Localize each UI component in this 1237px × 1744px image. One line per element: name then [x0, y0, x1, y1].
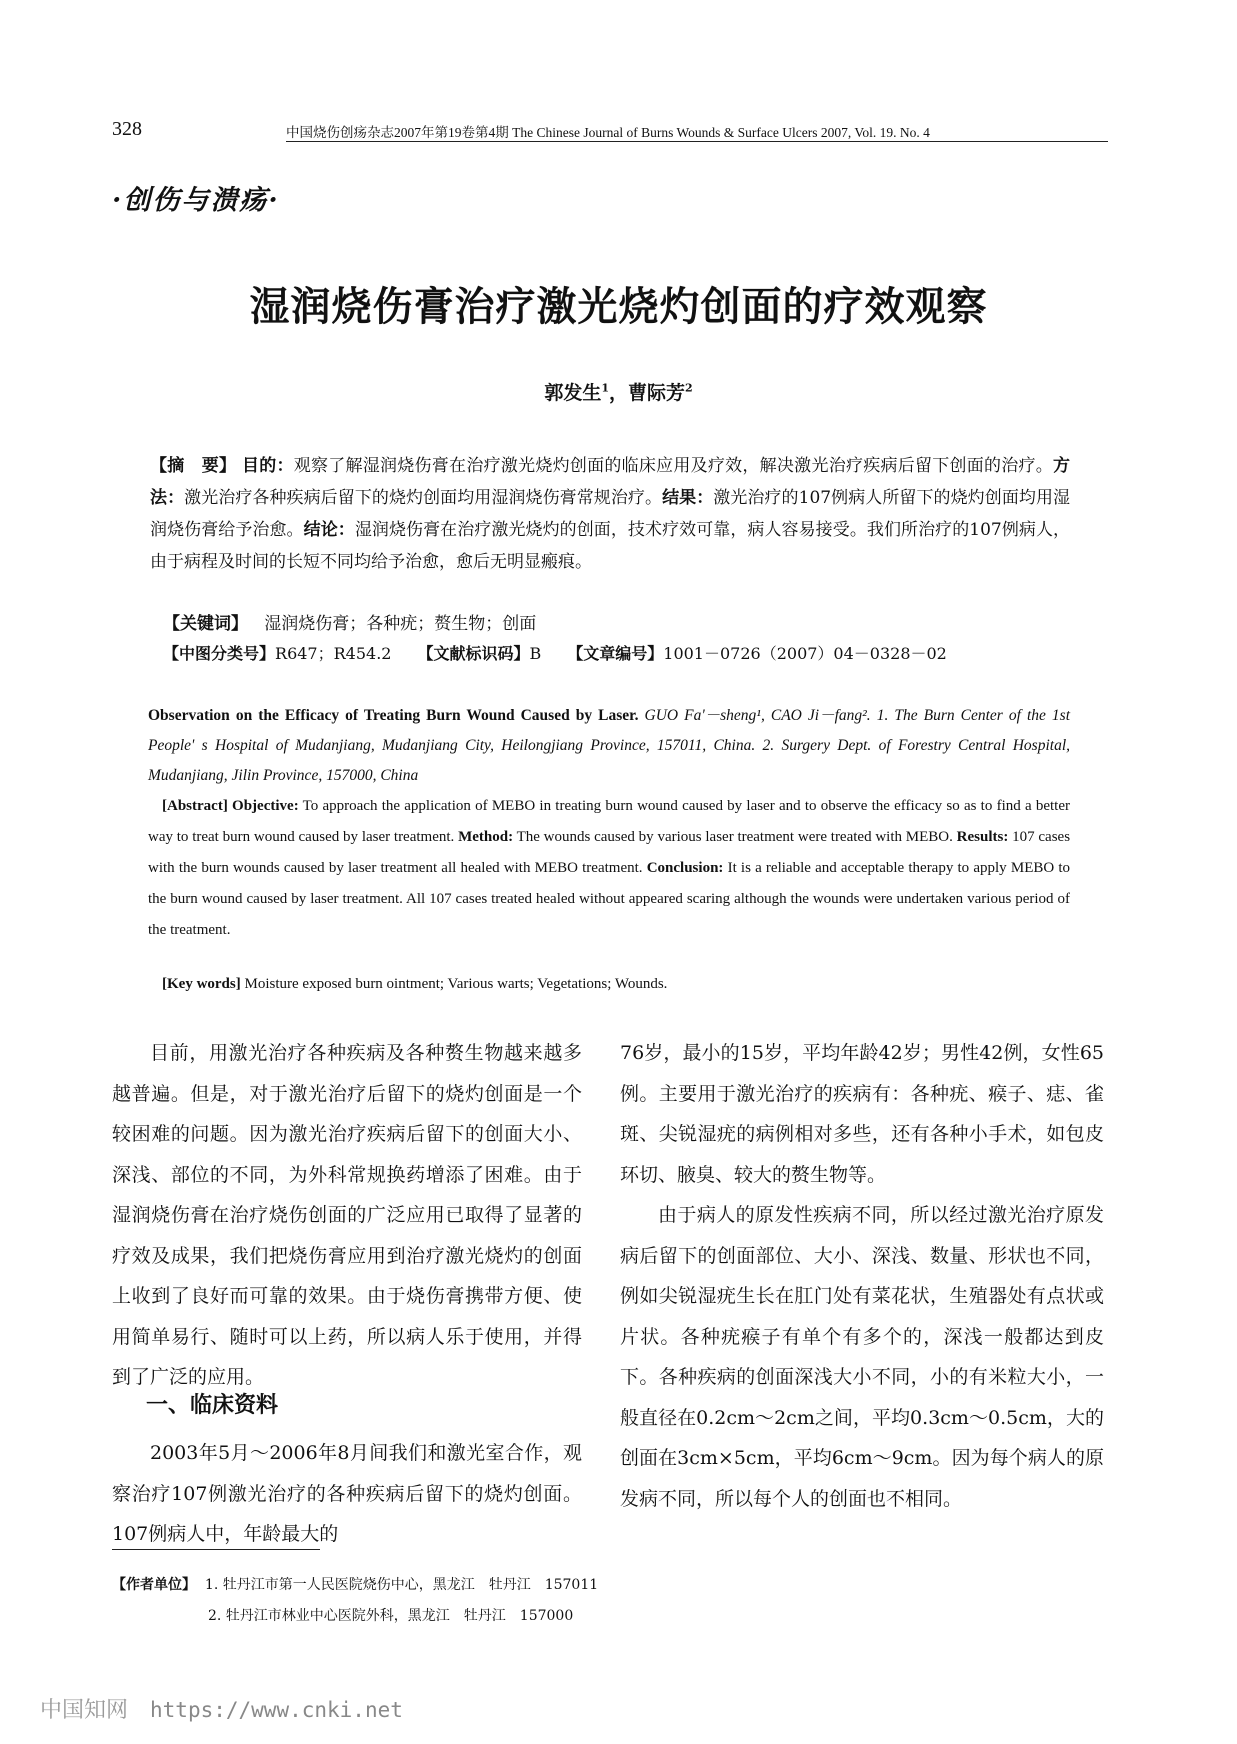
chinese-abstract: [150, 450, 1070, 578]
body-left-column-continued: [112, 1433, 582, 1555]
keywords-label: [Key words]: [162, 976, 241, 992]
classification-line: [163, 641, 947, 664]
clc-label: 【中图分类号】: [163, 644, 276, 663]
english-authors: GUO Fa'－sheng¹, CAO Ji－fang².: [644, 707, 871, 724]
method-label: Method:: [458, 829, 514, 845]
english-abstract: [148, 791, 1070, 946]
abstract-label: [Abstract]: [162, 798, 228, 814]
affiliation-marker: 2: [685, 381, 693, 395]
abstract-label: 【摘 要】: [150, 456, 237, 476]
objective-text: 观察了解湿润烧伤膏在治疗激光烧灼创面的临床应用及疗效，解决激光治疗疾病后留下创面的治疗。: [293, 456, 1054, 476]
english-affiliation: 1. The Burn Center of the 1st People' s Hospital of Mudanjiang, Mudanjiang City, Heilongjiang Province, 157011, China. 2. Surgery Dept. of Forestry Central Hospital, Mudanjiang, Jilin Province, 157000, China: [148, 707, 1070, 784]
author-line: [0, 378, 1237, 405]
method-label: 方法：: [150, 456, 1071, 508]
body-left-column: [112, 1033, 582, 1398]
conclusion-label: Conclusion:: [646, 860, 724, 876]
objective-label: 目的：: [241, 456, 294, 476]
author-separator: ，: [608, 382, 628, 404]
author-name: 郭发生: [544, 382, 602, 404]
body-paragraph: 由于病人的原发性疾病不同，所以经过激光治疗原发病后留下的创面部位、大小、深浅、数量、形状也不同，例如尖锐湿疣生长在肛门处有菜花状，生殖器处有点状或片状。各种疣瘊子有单个有多个的，深浅一般都达到皮下。各种疾病的创面深浅大小不同，小的有米粒大小，一般直径在0.2cm～2cm之间，平均0.3cm～0.5cm，大的创面在3cm×5cm，平均6cm～9cm。因为每个病人的原发病不同，所以每个人的创面也不相同。: [620, 1204, 1104, 1510]
watermark-url[interactable]: https://www.cnki.net: [150, 1698, 403, 1722]
footnote-line: 2. 牡丹江市林业中心医院外科，黑龙江 牡丹江 157000: [208, 1608, 574, 1624]
results-label: Results:: [956, 829, 1009, 845]
author-name: 曹际芳: [628, 382, 686, 404]
footnote-rule: [112, 1549, 320, 1550]
objective-label: Objective:: [232, 798, 299, 814]
method-text: 激光治疗各种疾病后留下的烧灼创面均用湿润烧伤膏常规治疗。: [184, 488, 663, 508]
keywords-label: 【关键词】: [163, 614, 248, 634]
body-paragraph: 2003年5月～2006年8月间我们和激光室合作，观察治疗107例激光治疗的各种疾病后留下的烧灼创面。107例病人中，年龄最大的: [112, 1442, 582, 1545]
english-keywords: [162, 976, 667, 993]
page-number: 328: [112, 118, 142, 140]
clc-value: R647；R454.2: [275, 644, 392, 663]
article-number-value: 1001－0726（2007）04－0328－02: [663, 644, 947, 663]
running-head: 中国烧伤创疡杂志2007年第19卷第4期 The Chinese Journal of Burns Wounds & Surface Ulcers 2007, Vol. 19. No. 4: [286, 125, 930, 140]
result-text: 激光治疗的107例病人所留下的烧灼创面均用湿润烧伤膏给予治愈。: [150, 488, 1071, 540]
watermark-brand: 中国知网: [40, 1698, 129, 1723]
results-text: 107 cases with the burn wounds caused by laser treatment all healed with MEBO treatment.: [148, 829, 1071, 876]
cnki-watermark: [40, 1693, 403, 1724]
chinese-keywords: [163, 609, 536, 634]
keywords-text: Moisture exposed burn ointment; Various warts; Vegetations; Wounds.: [244, 976, 668, 992]
article-title: 湿润烧伤膏治疗激光烧灼创面的疗效观察: [249, 284, 988, 330]
section-heading: 一、临床资料: [146, 1393, 279, 1418]
column-tag: ·创伤与溃疡·: [112, 185, 280, 216]
body-right-column: [620, 1033, 1104, 1519]
doc-code-label: 【文献标识码】: [417, 644, 530, 663]
objective-text: To approach the application of MEBO in treating burn wound caused by laser and to observe the efficacy so as to find a better way to treat burn wound caused by laser treatment.: [148, 798, 1071, 845]
conclusion-text: It is a reliable and acceptable therapy to apply MEBO to the burn wound caused by laser treatment. All 107 cases treated healed without appeared scaring although the wounds were undertaken various period of the treatment.: [148, 860, 1071, 938]
method-text: The wounds caused by various laser treatment were treated with MEBO.: [516, 829, 953, 845]
result-label: 结果：: [662, 488, 714, 508]
author-affiliation-footnote: [112, 1570, 598, 1632]
conclusion-text: 湿润烧伤膏在治疗激光烧灼的创面，技术疗效可靠，病人容易接受。我们所治疗的107例病人，由于病程及时间的长短不同均给予治愈，愈后无明显瘢痕。: [150, 520, 1071, 572]
english-title-block: [148, 701, 1070, 791]
body-paragraph: 76岁，最小的15岁，平均年龄42岁；男性42例，女性65例。主要用于激光治疗的疾病有：各种疣、瘊子、痣、雀斑、尖锐湿疣的病例相对多些，还有各种小手术，如包皮环切、腋臭、较大的赘生物等。: [620, 1042, 1104, 1186]
header-rule: [286, 141, 1108, 142]
english-title: Observation on the Efficacy of Treating Burn Wound Caused by Laser.: [148, 707, 639, 724]
conclusion-label: 结论：: [303, 520, 355, 540]
keywords-text: 湿润烧伤膏；各种疣；赘生物；创面: [264, 614, 537, 634]
doc-code-value: B: [529, 644, 542, 663]
affiliation-marker: 1: [601, 381, 609, 395]
footnote-label: 【作者单位】: [112, 1577, 196, 1593]
footnote-line: 1. 牡丹江市第一人民医院烧伤中心，黑龙江 牡丹江 157011: [204, 1577, 599, 1593]
body-paragraph: 目前，用激光治疗各种疾病及各种赘生物越来越多越普遍。但是，对于激光治疗后留下的烧灼创面是一个较困难的问题。因为激光治疗疾病后留下的创面大小、深浅、部位的不同，为外科常规换药增添了困难。由于湿润烧伤膏在治疗烧伤创面的广泛应用已取得了显著的疗效及成果，我们把烧伤膏应用到治疗激光烧灼的创面上收到了良好而可靠的效果。由于烧伤膏携带方便、使用简单易行、随时可以上药，所以病人乐于使用，并得到了广泛的应用。: [112, 1042, 582, 1388]
article-number-label: 【文章编号】: [567, 644, 664, 663]
